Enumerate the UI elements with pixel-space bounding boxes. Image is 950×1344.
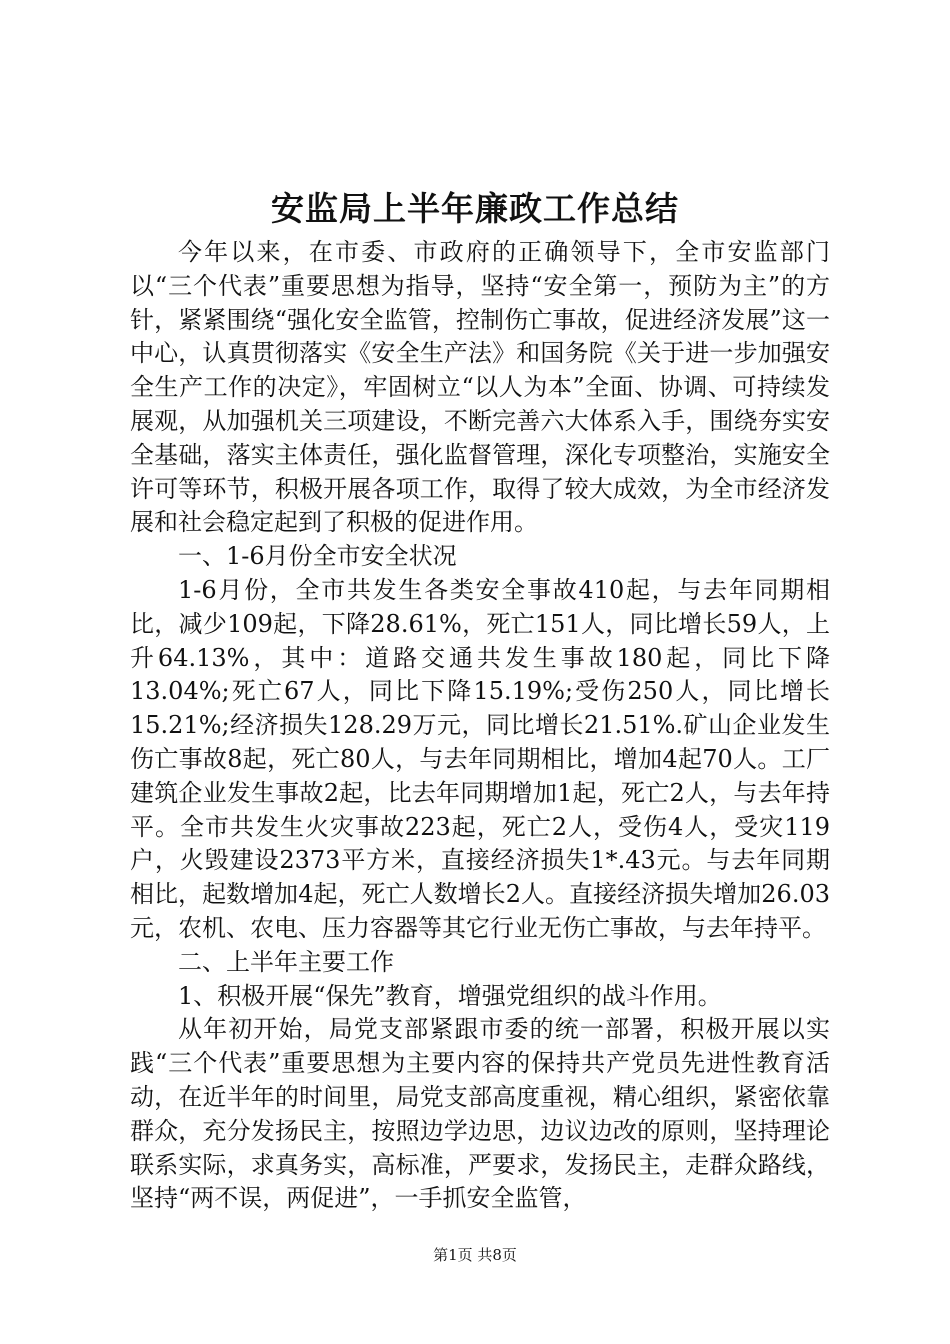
document-body bbox=[130, 236, 830, 1216]
section-heading-2: 二、上半年主要工作 bbox=[178, 947, 394, 976]
paragraph-education: 从年初开始，局党支部紧跟市委的统一部署，积极开展以实践“三个代表”重要思想为主要内容的保持共产党员先进性教育活动，在近半年的时间里，局党支部高度重视，精心组织，紧密依靠群众，充分发扬民主，按照边学边思，边议边改的原则，坚持理论联系实际，求真务实，高标准，严要求，发扬民主，走群众路线，坚持“两不误，两促进”，一手抓安全监管， bbox=[130, 1015, 830, 1213]
section-heading-1: 一、1-6月份全市安全状况 bbox=[178, 542, 457, 571]
document-title: 安监局上半年廉政工作总结 bbox=[271, 189, 679, 228]
page-number-footer: 第1页 共8页 bbox=[433, 1246, 517, 1264]
subsection-heading-1: 1、积极开展“保先”教育，增强党组织的战斗作用。 bbox=[178, 981, 722, 1010]
paragraph-intro: 今年以来，在市委、市政府的正确领导下，全市安监部门以“三个代表”重要思想为指导，坚持“安全第一，预防为主”的方针，紧紧围绕“强化安全监管，控制伤亡事故，促进经济发展”这一中心，认真贯彻落实《安全生产法》和国务院《关于进一步加强安全生产工作的决定》，牢固树立“以人为本”全面、协调、可持续发展观，从加强机关三项建设，不断完善六大体系入手，围绕夯实安全基础，落实主体责任，强化监督管理，深化专项整治，实施安全许可等环节，积极开展各项工作，取得了较大成效，为全市经济发展和社会稳定起到了积极的促进作用。 bbox=[130, 238, 830, 537]
paragraph-statistics: 1-6月份，全市共发生各类安全事故410起，与去年同期相比，减少109起，下降28.61%，死亡151人，同比增长59人，上升64.13%，其中：道路交通共发生事故180起，同比下降13.04%;死亡67人，同比下降15.19%;受伤250人，同比增长15.21%;经济损失128.29万元，同比增长21.51%.矿山企业发生伤亡事故8起，死亡80人，与去年同期相比，增加4起70人。工厂建筑企业发生事故2起，比去年同期增加1起，死亡2人，与去年持平。全市共发生火灾事故223起，死亡2人，受伤4人，受灾119户，火毁建设2373平方米，直接经济损失1*.43元。与去年同期相比，起数增加4起，死亡人数增长2人。直接经济损失增加26.03元，农机、农电、压力容器等其它行业无伤亡事故，与去年持平。 bbox=[130, 575, 830, 942]
